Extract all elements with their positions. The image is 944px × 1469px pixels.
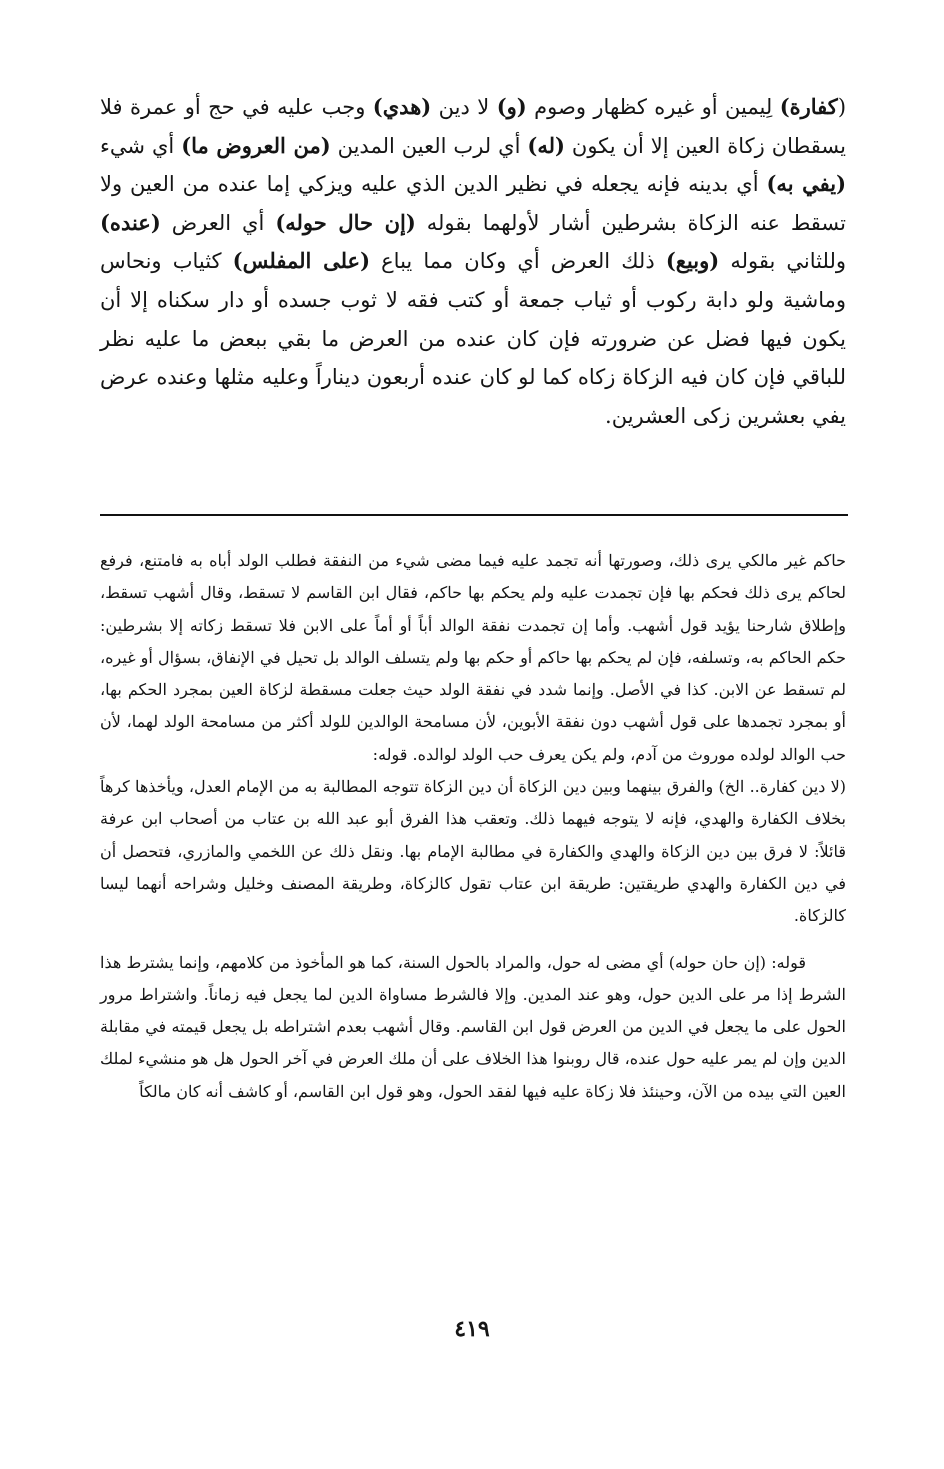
footnote-paragraph: حاكم غير مالكي يرى ذلك، وصورتها أنه تجمد عليه فيما مضى شيء من النفقة فطلب الولد أباه به فامتنع، فرفع لحاكم يرى ذلك فحكم بها فإن تجمدت عليه ولم يحكم بها حاكم، فقال ابن القاسم لا تسقط، وقال أشهب تسقط، وإطلاق شارحنا يؤيد قول أشهب. وأما إن تجمدت نفقة الوالد أباً أو أماً على الابن فلا تسقط زكاته إلا بشرطين: حكم الحاكم به، وتسلفه، فإن لم يحكم بها حاكم أو حكم بها ولم يتسلف الوالد بل تحيل في الإنفاق، بسؤال أو غيره، لم تسقط عن الابن. كذا في الأصل. وإنما شدد في نفقة الولد حيث جعلت مسقطة لزكاة العين بمجرد الحكم بها، أو بمجرد تجمدها على قول أشهب دون نفقة الأبوين، لأن مسامحة الوالدين للولد أكثر من مسامحة الولد لهما، لأن حب الوالد لولده موروث من آدم، ولم يكن يعرف حب الولد لوالده. قوله:	[100, 551, 846, 764]
main-text-run: لِيمين أو غيره كظهار وصوم	[526, 95, 780, 119]
page-number: ٤١٩	[454, 1316, 490, 1342]
main-text-run: (إن حال حوله)	[275, 209, 416, 235]
main-text-run: (يفي به)	[766, 171, 846, 197]
main-text-run: وجب عليه في حج أو عمرة فلا يسقطان زكاة العين إلا أن يكون	[100, 95, 846, 158]
main-text-run: (له)	[527, 132, 565, 158]
main-text-run: أي العرض	[160, 210, 276, 235]
main-text-run: وللثاني بقوله	[719, 249, 846, 274]
main-text-run: (هدي)	[372, 94, 432, 119]
footnote-paragraph: قوله: (إن حان حوله) أي مضى له حول، والمراد بالحول السنة، كما هو المأخوذ من كلامهم، وإنما يشترط هذا الشرط إذا مر على الدين حول، وهو عند المدين. وإلا فالشرط مساواة الدين لما يجعل فيه زماناً. واشتراط مرور الحول على ما يجعل في الدين من العرض قول ابن القاسم. وقال أشهب بعدم اشتراطه بل يجعل قيمته في مقابلة الدين وإن لم يمر عليه حول عنده، قال روبنوا هذا الخلاف على أن ملك العرض في آخر الحول هل هو منشيء لملك العين التي بيده من الآن، وحينئذ فلا زكاة عليه فيها لفقد الحول، وهو قول ابن القاسم، أو كاشف أنه كان مالكاً	[100, 952, 847, 1101]
main-text-run: (من العروض ما)	[181, 132, 331, 158]
main-text-run: أي شيء	[100, 133, 182, 158]
main-text-block	[100, 88, 846, 435]
main-text-run: (على المفلس)	[232, 248, 371, 274]
main-text-run: ذلك العرض أي وكان مما يباع	[370, 249, 666, 274]
footnotes-block	[100, 545, 846, 1108]
main-text-run: (عنده)	[100, 209, 161, 235]
main-text-run: كفارة)	[779, 94, 838, 119]
footnote-divider	[100, 514, 848, 516]
main-text-run: (و)	[496, 94, 527, 119]
main-text-run: كثياب ونحاس وماشية ولو دابة ركوب أو ثياب جمعة أو كتب فقه لا ثوب جسده أو دار سكناه إلا أن يكون فيها فضل عن ضرورته فإن كان عنده من العرض ما بقي ببعض ما عليه نظر للباقي فإن كان فيه الزكاة زكاه كما لو كان عنده أربعون ديناراً وعليه مثلها وعنده عرض يفي بعشرين زكى العشرين.	[100, 249, 846, 428]
main-text-run: (وبيع)	[665, 248, 720, 274]
main-paragraph: (كفارة) لِيمين أو غيره كظهار وصوم (و) لا دين (هدي) وجب عليه في حج أو عمرة فلا يسقطان زكاة العين إلا أن يكون (له) أي لرب العين المدين (من العروض ما) أي شيء (يفي به) أي بدينه فإنه يجعله في نظير الدين الذي عليه ويزكي إما عنده من العين ولا تسقط عنه الزكاة بشرطين أشار لأولهما بقوله (إن حال حوله) أي العرض (عنده) وللثاني بقوله (وبيع) ذلك العرض أي وكان مما يباع (على المفلس) كثياب ونحاس وماشية ولو دابة ركوب أو ثياب جمعة أو كتب فقه لا ثوب جسده أو دار سكناه إلا أن يكون فيها فضل عن ضرورته فإن كان عنده من العرض ما بقي ببعض ما عليه نظر للباقي فإن كان فيه الزكاة زكاه كما لو كان عنده أربعون ديناراً وعليه مثلها وعنده عرض يفي بعشرين زكى العشرين.	[100, 94, 847, 428]
main-text-run: أي بدينه فإنه يجعله في نظير الدين الذي عليه ويزكي إما عنده من العين ولا تسقط عنه الزكاة بشرطين أشار لأولهما بقوله	[100, 172, 846, 235]
main-text-run: أي لرب العين المدين	[330, 133, 528, 158]
footnote-paragraph: (لا دين كفارة.. الخ) والفرق بينهما وبين دين الزكاة أن دين الزكاة تتوجه المطالبة به من الإمام العدل، ويأخذها كرهاً بخلاف الكفارة والهدي، فإنه لا يتوجه فيهما ذلك. وتعقب هذا الفرق أبو عبد الله بن عتاب من أصحاب ابن عرفة قائلاً: لا فرق بين دين الزكاة والهدي والكفارة في مطالبة الإمام بها. ونقل ذلك عن اللخمي والمازري، فتحصل أن في دين الكفارة والهدي طريقتين: طريقة ابن عتاب تقول كالزكاة، وطريقة المصنف وخليل وشراحه أنهما ليسا كالزكاة.	[100, 777, 846, 926]
main-text-run: لا دين	[431, 95, 497, 119]
